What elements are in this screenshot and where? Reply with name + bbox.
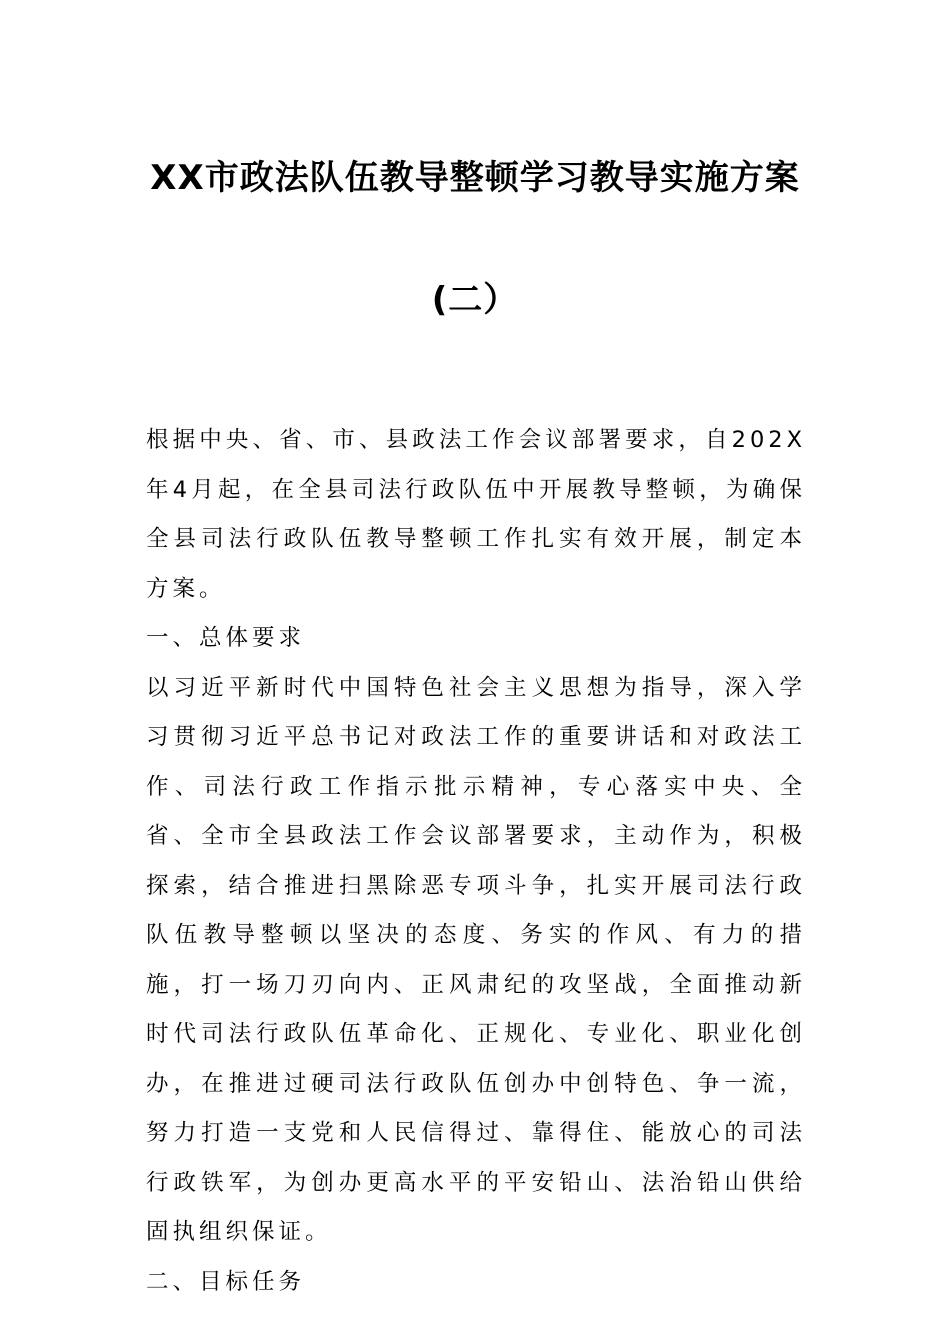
section-heading-1: 一、总体要求 [146, 625, 306, 651]
paragraph-overall-requirements: 以习近平新时代中国特色社会主义思想为指导，深入学习贯彻习近平总书记对政法工作的重要讲话和对政法工作、司法行政工作指示批示精神，专心落实中央、全省、全市全县政法工作会议部署要求，主动作为，积极探索，结合推进扫黑除恶专项斗争，扎实开展司法行政队伍教导整顿以坚决的态度、务实的作风、有力的措施，打一场刀刃向内、正风肃纪的攻坚战，全面推动新时代司法行政队伍革命化、正规化、专业化、职业化创办，在推进过硬司法行政队伍创办中创特色、争一流，努力打造一支党和人民信得过、靠得住、能放心的司法行政铁军，为创办更高水平的平安铅山、法治铅山供给固执组织保证。 [146, 674, 806, 1245]
section-heading-2: 二、目标任务 [146, 1268, 306, 1295]
document-body [146, 416, 806, 1307]
document-subtitle: (二） [431, 280, 519, 320]
document-title: XX市政法队伍教导整顿学习教导实施方案 [150, 158, 800, 198]
paragraph-intro: 根据中央、省、市、县政法工作会议部署要求，自202X年4月起，在全县司法行政队伍中开展教导整顿，为确保全县司法行政队伍教导整顿工作扎实有效开展，制定本方案。 [146, 427, 806, 602]
